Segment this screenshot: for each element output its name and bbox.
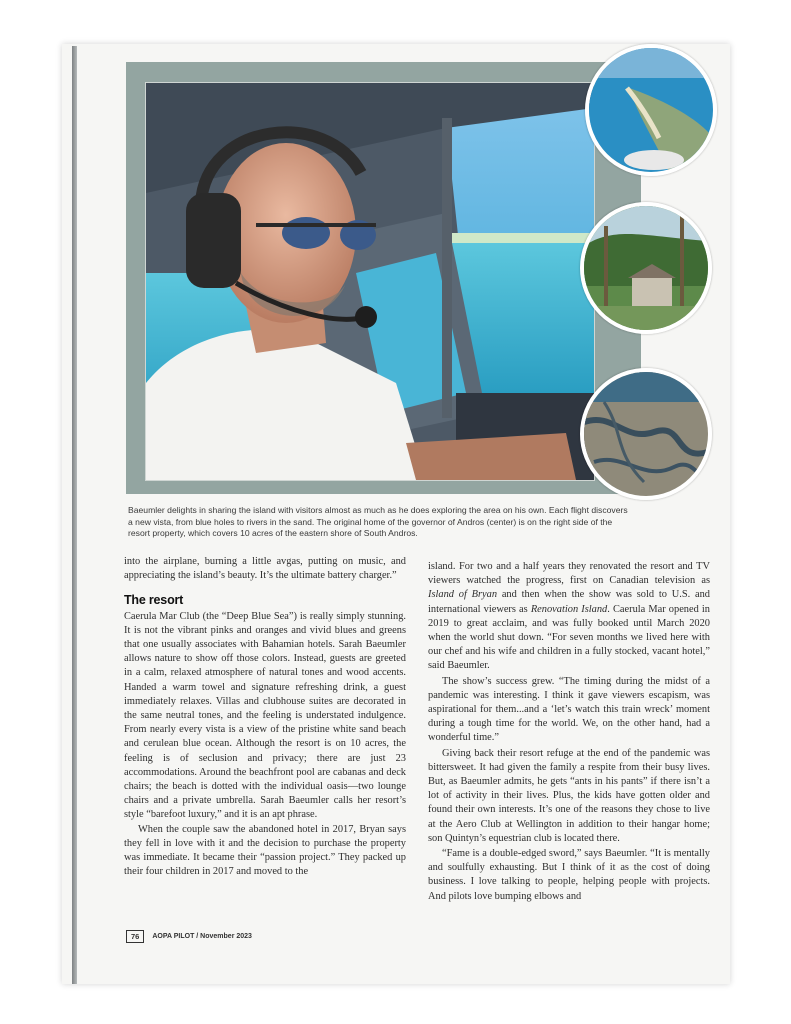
resort-paragraph: Caerula Mar Club (the “Deep Blue Sea”) is really simply stunning. It is not the vibrant pinks and oranges and vivid blues and greens that one usually associates with Bahamian hotels. Sarah Baeumler allows nature to show off those colors. Instead, guests are greeted in a calm, relaxed atmosphere of natural tones and wood accents. Handed a warm towel and signature refreshing drink, a guest immediately relaxes. Villas and clubhouse suites are decorated in the same neutral tones, and the feeling is understated indulgence. From nearly every vista is a view of the pristine white sand beach and cerulean blue ocean. Although the resort is on 10 acres, the feeling is of seclusion and privacy; there are just 23 accommodations. Around the beachfront pool are cabanas and deck chairs; the beach is dotted with the individual oasis—two lounge chairs and a private umbrella. Sarah Baeumler calls her resort’s style “barefoot luxury,” and it is an apt phrase. [124, 610, 406, 821]
renovation-paragraph [428, 560, 710, 674]
page-number: 76 [126, 930, 144, 943]
text-run: island. For two and a half years they renovated the resort and TV viewers watched the progress, first on Canadian television as [428, 561, 710, 587]
aerial-island-circle-photo [585, 44, 717, 176]
text-run: . Caerula Mar opened in 2019 to great acclaim, and was fully booked until March 2020 when the world shut down. “For seven months we lived here with our chef and his wife and children in a fully stocked, vacant hotel,” said Baeumler. [428, 603, 710, 672]
river-in-sand-circle-photo [580, 368, 712, 500]
text-run: and then when the show was sold to U.S. and international viewers as [428, 589, 710, 615]
section-heading: The resort [124, 593, 184, 608]
article-column-right [428, 560, 710, 905]
pilot-cockpit-photo [145, 82, 595, 481]
intro-paragraph: into the airplane, burning a little avgas, putting on music, and appreciating the island’s beauty. It’s the ultimate battery charger.” [124, 556, 406, 582]
show-title-us: Renovation Island [530, 603, 608, 615]
palm-trees-house-circle-photo [580, 202, 712, 334]
giving-back-paragraph: Giving back their resort refuge at the end of the pandemic was bittersweet. It had given the family a respite from their busy lives. But, as Baeumler admits, he gets “ants in his pants” if there isn’t a lot of activity in their lives. Plus, the kids have gotten older and found their own interests. It’s one of the reasons they chose to live at the Aero Club at Wellington in addition to their hangar home; son Quintyn’s equestrian club is located there. [428, 747, 710, 844]
publication-name: AOPA PILOT / November 2023 [152, 932, 252, 940]
photo-caption: Baeumler delights in sharing the island with visitors almost as much as he does exploring the area on his own. Each flight discovers a new vista, from blue holes to rivers in the sand. The original home of the governor of Andros (center) is on the right side of the resort property, which covers 10 acres of the eastern shore of South Andros. [128, 505, 628, 539]
fame-paragraph: “Fame is a double-edged sword,” says Baeumler. “It is mentally and soulfully exhausting. But I think of it as the cost of doing business. I love talking to people, helping people with projects. And pilots love bumping elbows and [428, 848, 710, 902]
show-title-canada: Island of Bryan [428, 589, 498, 601]
article-column-left [124, 555, 406, 879]
show-success-paragraph: The show’s success grew. “The timing during the midst of a pandemic was interesting. I think it gave viewers escapism, was aspirational for them...and a ‘let’s watch this train wreck’ moment during a tough time for the world. We, on the other hand, had a wonderful time.” [428, 675, 710, 744]
purchase-paragraph: When the couple saw the abandoned hotel in 2017, Bryan says they fell in love with it and the decision to purchase the property was immediate. It became their “passion project.” They packed up their four children in 2017 and moved to the [124, 823, 406, 878]
page-footer [126, 928, 252, 944]
page-binding-shadow [72, 46, 77, 984]
